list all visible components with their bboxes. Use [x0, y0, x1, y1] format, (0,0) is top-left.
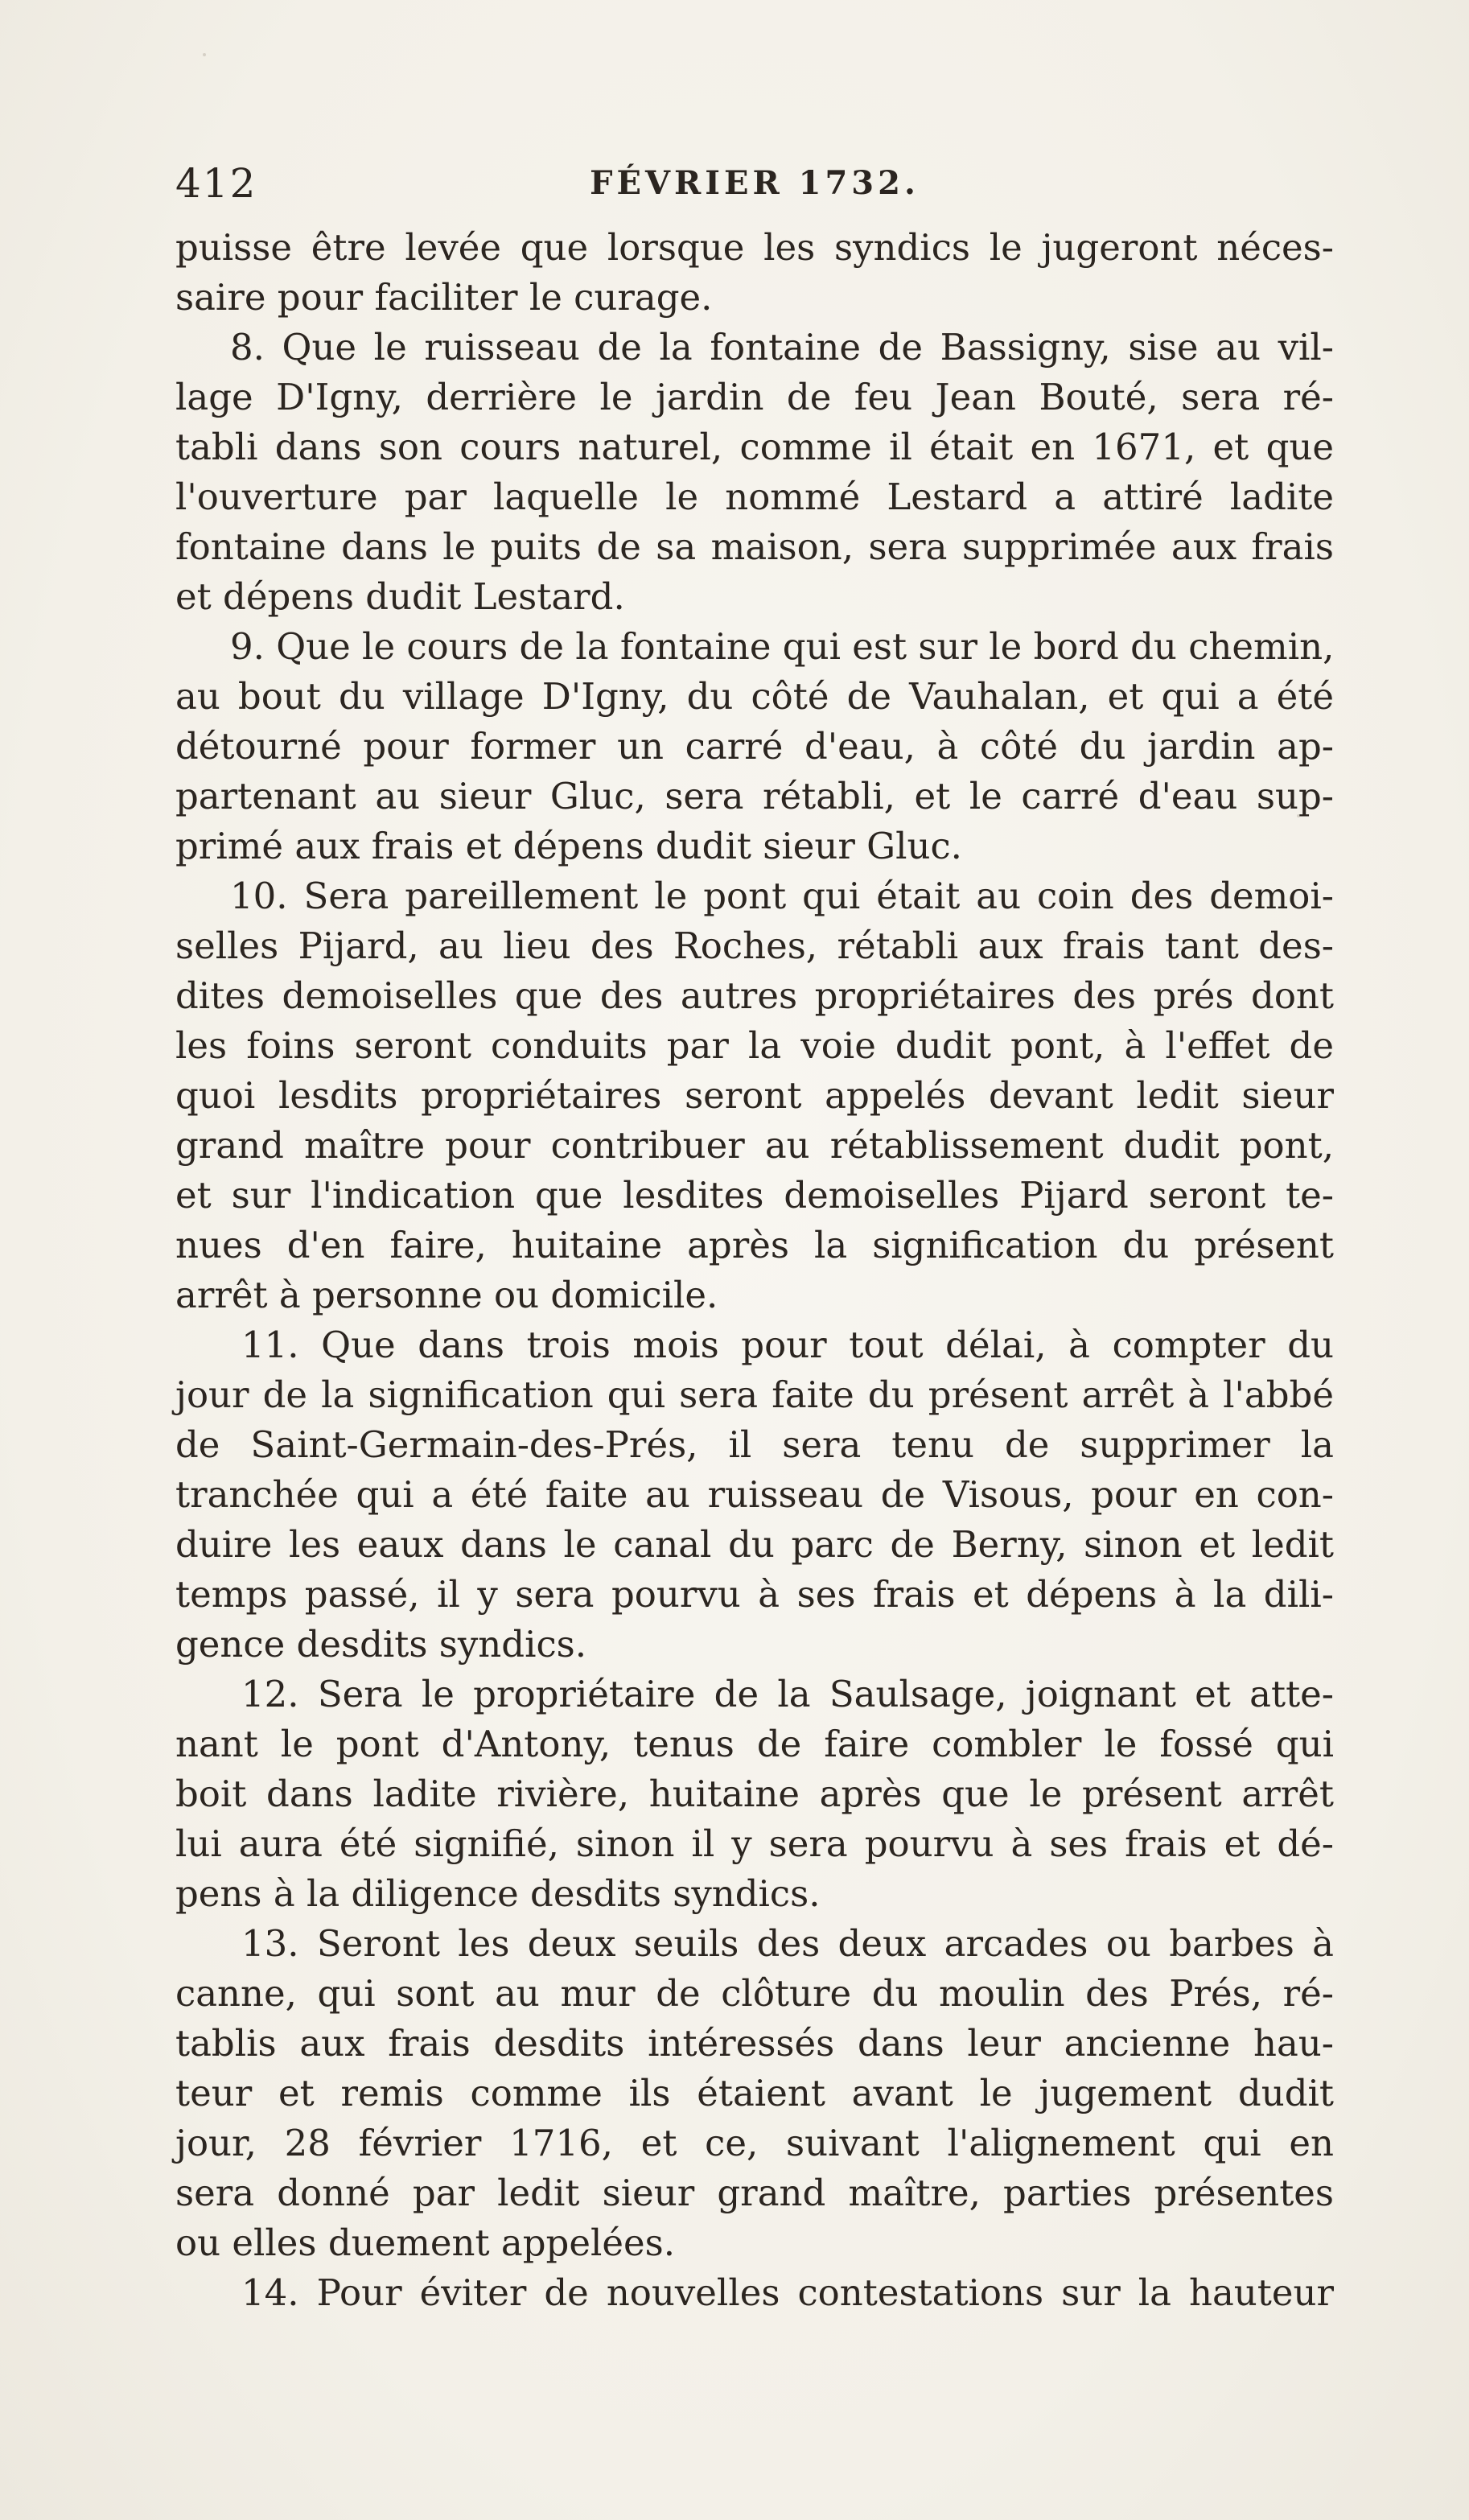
- text-line: fontaine dans le puits de sa maison, sera supprimée aux frais: [175, 525, 1334, 568]
- text-line: au bout du village D'Igny, du côté de Vauhalan, et qui a été: [175, 675, 1334, 718]
- text-line: saire pour faciliter le curage.: [175, 276, 713, 319]
- text-line: duire les eaux dans le canal du parc de Berny, sinon et ledit: [175, 1523, 1334, 1566]
- text-line: selles Pijard, au lieu des Roches, rétabli aux frais tant des-: [175, 924, 1334, 967]
- text-line: jour de la signification qui sera faite du présent arrêt à l'abbé: [175, 1373, 1334, 1416]
- text-line: ou elles duement appelées.: [175, 2221, 676, 2264]
- text-line: boit dans ladite rivière, huitaine après que le présent arrêt: [175, 1773, 1334, 1815]
- text-line: 14. Pour éviter de nouvelles contestations sur la hauteur: [241, 2271, 1334, 2314]
- text-line: gence desdits syndics.: [175, 1623, 587, 1666]
- text-line: 13. Seront les deux seuils des deux arcades ou barbes à: [241, 1922, 1334, 1965]
- text-line: et dépens dudit Lestard.: [175, 575, 625, 618]
- text-line: puisse être levée que lorsque les syndics le jugeront néces-: [175, 226, 1334, 269]
- text-line: pens à la diligence desdits syndics.: [175, 1872, 821, 1915]
- text-line: 10. Sera pareillement le pont qui était au coin des demoi-: [230, 875, 1334, 917]
- text-line: l'ouverture par laquelle le nommé Lestard a attiré ladite: [175, 476, 1334, 518]
- text-line: 8. Que le ruisseau de la fontaine de Bassigny, sise au vil-: [230, 326, 1334, 369]
- text-line: nues d'en faire, huitaine après la signification du présent: [175, 1224, 1334, 1266]
- text-line: tranchée qui a été faite au ruisseau de Visous, pour en con-: [175, 1473, 1334, 1516]
- text-line: jour, 28 février 1716, et ce, suivant l'alignement qui en: [175, 2122, 1334, 2164]
- text-line: nant le pont d'Antony, tenus de faire combler le fossé qui: [175, 1723, 1334, 1765]
- page-header: [175, 159, 1334, 208]
- text-line: 12. Sera le propriétaire de la Saulsage, joignant et atte-: [241, 1673, 1334, 1715]
- text-line: de Saint-Germain-des-Prés, il sera tenu de supprimer la: [175, 1423, 1334, 1466]
- text-line: sera donné par ledit sieur grand maître, parties présentes: [175, 2172, 1334, 2214]
- text-line: partenant au sieur Gluc, sera rétabli, et le carré d'eau sup-: [175, 775, 1334, 817]
- text-line: dites demoiselles que des autres propriétaires des prés dont: [175, 974, 1334, 1017]
- text-line: grand maître pour contribuer au rétablissement dudit pont,: [175, 1124, 1334, 1167]
- text-line: tablis aux frais desdits intéressés dans leur ancienne hau-: [175, 2022, 1334, 2065]
- body-text: [175, 223, 1334, 2318]
- text-line: lage D'Igny, derrière le jardin de feu Jean Bouté, sera ré-: [175, 376, 1334, 418]
- text-line: arrêt à personne ou domicile.: [175, 1274, 718, 1316]
- text-line: les foins seront conduits par la voie dudit pont, à l'effet de: [175, 1024, 1334, 1067]
- text-line: quoi lesdits propriétaires seront appelés devant ledit sieur: [175, 1074, 1334, 1117]
- paper-speck: [203, 53, 206, 56]
- text-line: et sur l'indication que lesdites demoiselles Pijard seront te-: [175, 1174, 1334, 1217]
- text-line: canne, qui sont au mur de clôture du moulin des Prés, ré-: [175, 1972, 1334, 2015]
- text-line: teur et remis comme ils étaient avant le jugement dudit: [175, 2072, 1334, 2114]
- text-line: 11. Que dans trois mois pour tout délai, à compter du: [241, 1324, 1334, 1366]
- text-line: tabli dans son cours naturel, comme il était en 1671, et que: [175, 426, 1334, 468]
- running-title: FÉVRIER 1732.: [590, 164, 920, 202]
- text-line: primé aux frais et dépens dudit sieur Gluc.: [175, 825, 962, 867]
- text-line: temps passé, il y sera pourvu à ses frais et dépens à la dili-: [175, 1573, 1334, 1616]
- text-line: détourné pour former un carré d'eau, à côté du jardin ap-: [175, 725, 1334, 768]
- page-number: 412: [175, 160, 257, 207]
- text-line: 9. Que le cours de la fontaine qui est sur le bord du chemin,: [230, 625, 1335, 668]
- text-line: lui aura été signifié, sinon il y sera pourvu à ses frais et dé-: [175, 1822, 1334, 1865]
